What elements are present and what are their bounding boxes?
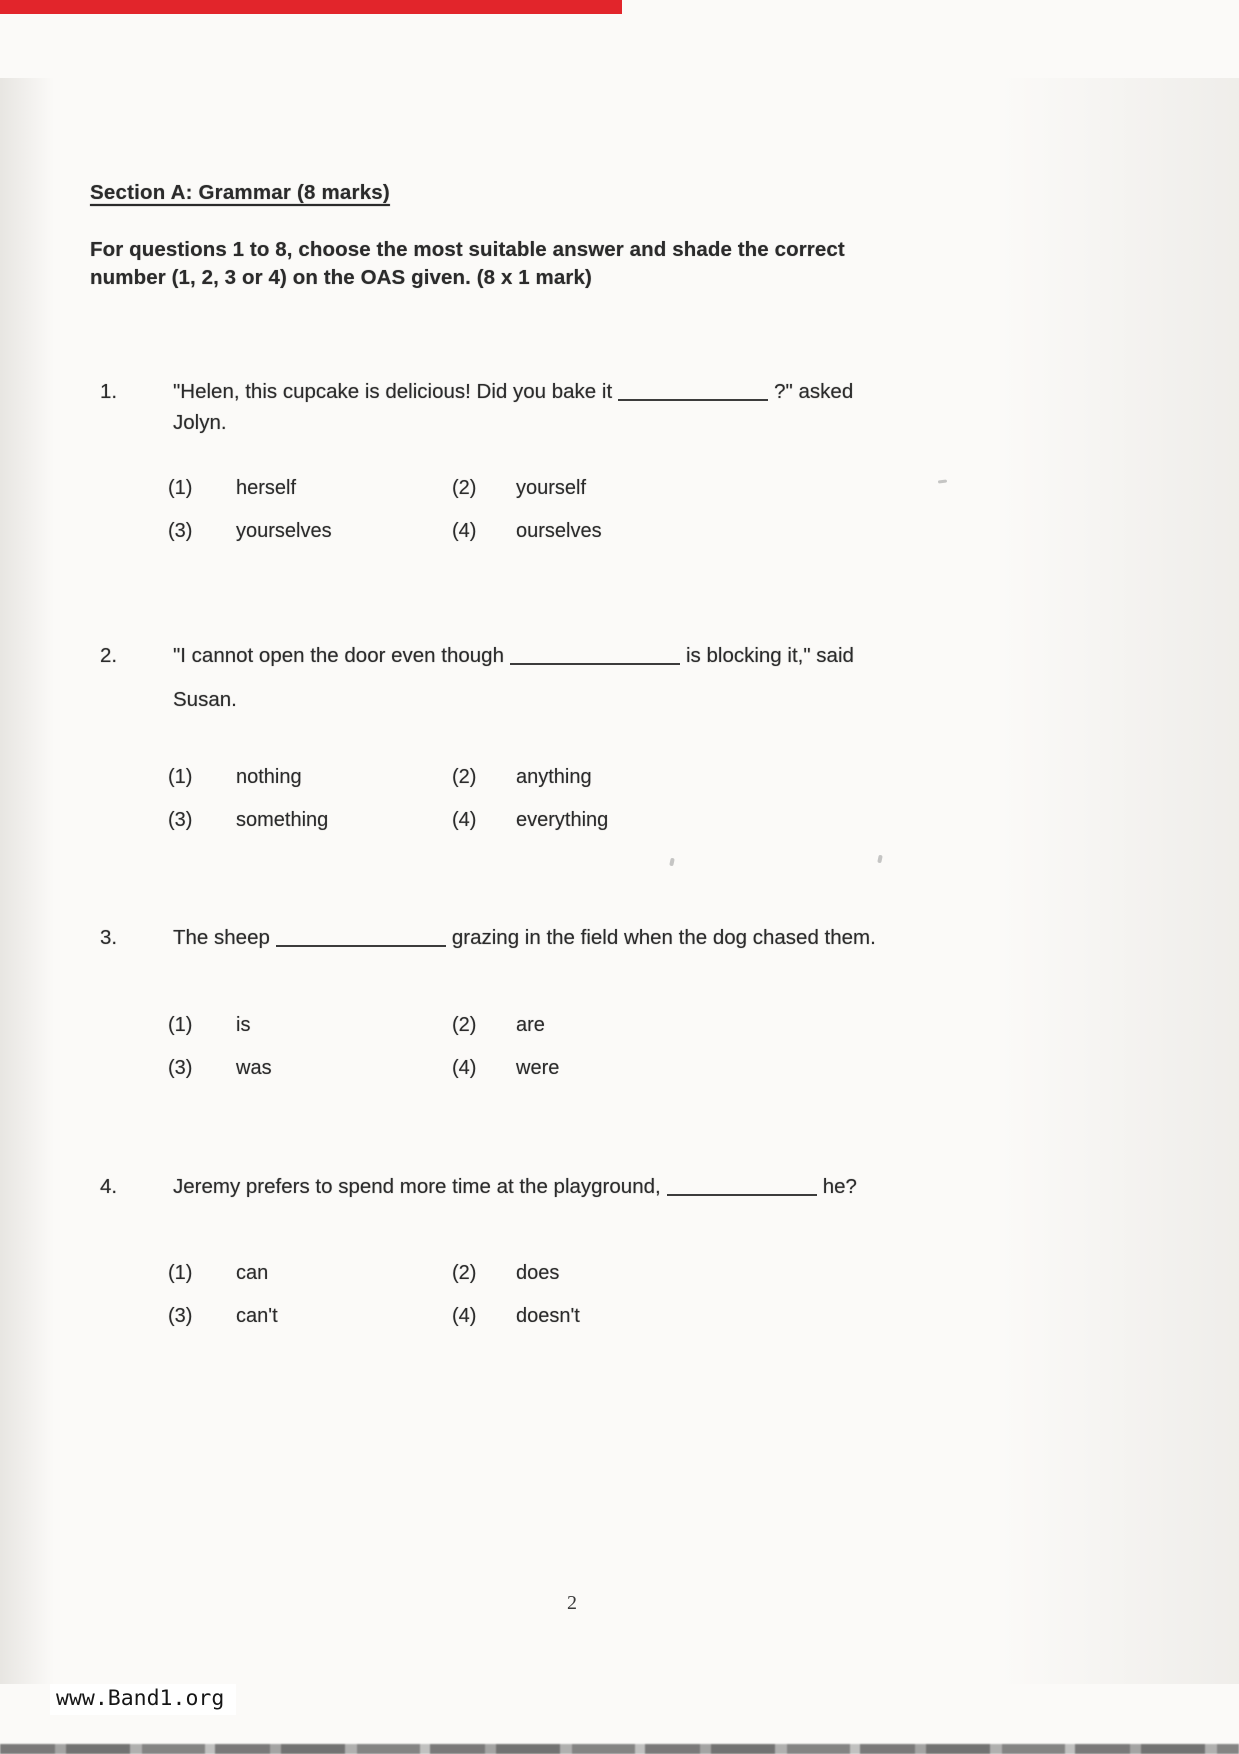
question-number: 4. — [100, 1175, 118, 1198]
option-text: anything — [516, 766, 592, 788]
option-number: (2) — [452, 1262, 477, 1284]
options-grid — [168, 1014, 736, 1080]
question-text-before-blank: The sheep — [173, 926, 270, 949]
question-text-line2: Jolyn. — [173, 411, 227, 434]
question-number: 2. — [100, 644, 118, 667]
section-heading: Section A: Grammar (8 marks) — [90, 181, 390, 204]
option-number: (3) — [168, 1305, 193, 1327]
option-number: (4) — [452, 1057, 477, 1079]
option-number: (4) — [452, 809, 477, 831]
question-text — [173, 1175, 1033, 1199]
instructions-line1: For questions 1 to 8, choose the most suitable answer and shade the correct — [90, 238, 845, 261]
question-number: 1. — [100, 380, 118, 403]
option-text: doesn't — [516, 1305, 580, 1327]
option-text: herself — [236, 477, 297, 499]
option-text: yourself — [516, 477, 587, 499]
question-text — [173, 380, 1033, 404]
question-text — [173, 644, 1033, 668]
answer-blank — [276, 931, 446, 947]
bottom-scan-bar — [0, 1744, 1239, 1754]
answer-blank — [510, 649, 680, 665]
scan-speck — [938, 479, 947, 483]
option-number: (1) — [168, 477, 193, 499]
scan-speck — [877, 855, 883, 864]
question-text — [173, 926, 1033, 950]
question-text-line2: Susan. — [173, 688, 237, 711]
option-text: can't — [236, 1305, 278, 1327]
question-text-before-blank: "Helen, this cupcake is delicious! Did you bake it — [173, 380, 613, 403]
options-grid — [168, 1262, 736, 1328]
option-number: (3) — [168, 520, 193, 542]
question-text-after-blank: he? — [822, 1175, 857, 1198]
scan-speck — [669, 858, 675, 867]
option-number: (2) — [452, 1014, 477, 1036]
option-number: (4) — [452, 520, 477, 542]
option-text: are — [516, 1014, 545, 1036]
option-text: something — [236, 809, 329, 831]
options-grid — [168, 766, 736, 832]
question-text-after-blank: ?" asked — [774, 380, 854, 403]
option-text: was — [236, 1057, 272, 1079]
answer-blank — [618, 385, 768, 401]
question-number: 3. — [100, 926, 118, 949]
option-number: (1) — [168, 766, 193, 788]
option-number: (2) — [452, 766, 477, 788]
question-text-after-blank: grazing in the field when the dog chased them. — [451, 926, 876, 949]
question-text-before-blank: Jeremy prefers to spend more time at the playground, — [173, 1175, 661, 1198]
option-number: (1) — [168, 1262, 193, 1284]
footer-watermark-url: www.Band1.org — [50, 1684, 236, 1715]
question-text-after-blank: is blocking it," said — [685, 644, 854, 667]
option-number: (1) — [168, 1014, 193, 1036]
option-number: (3) — [168, 1057, 193, 1079]
option-text: does — [516, 1262, 560, 1284]
options-grid — [168, 477, 736, 543]
option-text: were — [516, 1057, 560, 1079]
question-text-before-blank: "I cannot open the door even though — [173, 644, 504, 667]
option-text: everything — [516, 809, 609, 831]
instructions-line2: number (1, 2, 3 or 4) on the OAS given. (8 x 1 mark) — [90, 266, 592, 289]
page-number: 2 — [567, 1592, 577, 1614]
option-text: nothing — [236, 766, 302, 788]
instructions — [90, 236, 970, 292]
option-text: can — [236, 1262, 269, 1284]
option-number: (3) — [168, 809, 193, 831]
option-text: ourselves — [516, 520, 602, 542]
option-number: (2) — [452, 477, 477, 499]
option-text: is — [236, 1014, 251, 1036]
option-text: yourselves — [236, 520, 332, 542]
answer-blank — [667, 1180, 817, 1196]
option-number: (4) — [452, 1305, 477, 1327]
